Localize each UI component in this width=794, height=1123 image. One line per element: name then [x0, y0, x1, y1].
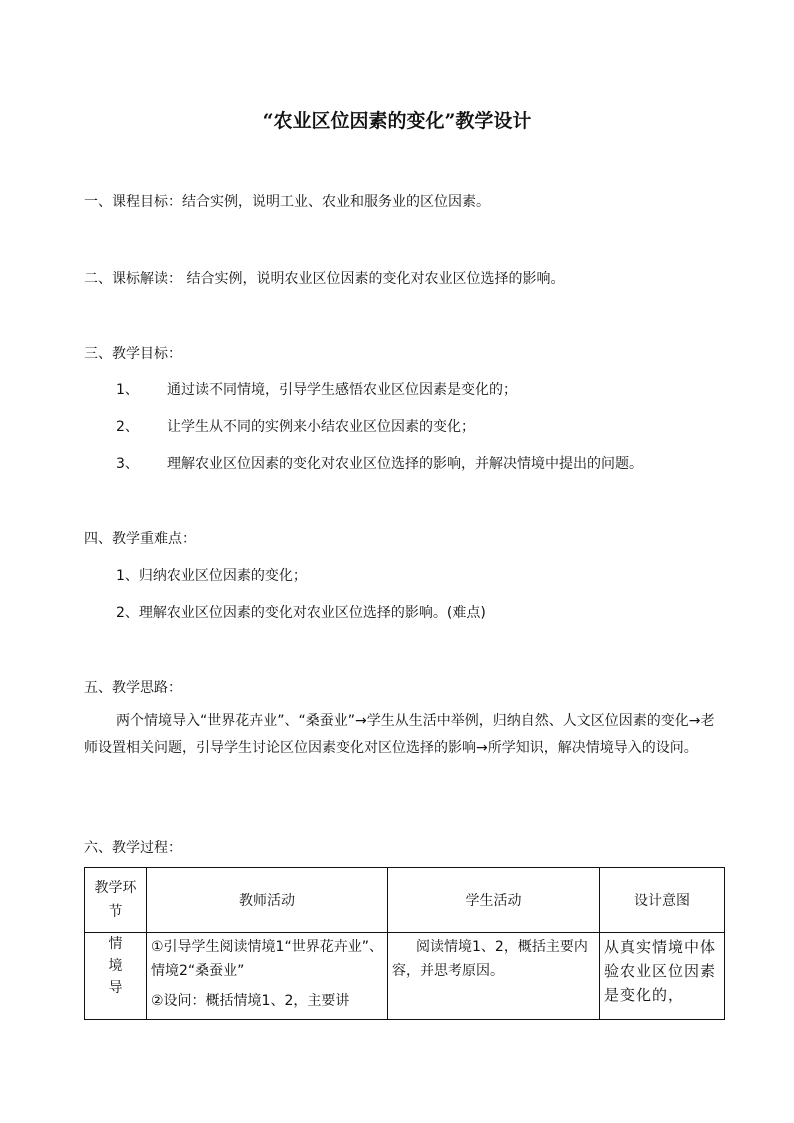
stage-char: 导 — [108, 980, 123, 996]
goal-text: 让学生从不同的实例来小结农业区位因素的变化； — [167, 419, 475, 435]
section-teaching-process: 六、教学过程： — [84, 840, 182, 856]
teaching-idea-paragraph: 两个情境导入“世界花卉业”、“桑蚕业”→学生从生活中举例，归纳自然、人文区位因素的变化→老师设置相关问题，引导学生讨论区位因素变化对区位选择的影响→所学知识，解决情境导入的设问。 — [84, 713, 715, 756]
student-activity-cell — [388, 933, 600, 1020]
goal-number: 2、 — [116, 419, 139, 435]
goal-text: 通过读不同情境，引导学生感悟农业区位因素是变化的； — [167, 382, 517, 398]
goal-number: 1、 — [116, 382, 139, 398]
stage-char: 情 — [108, 936, 123, 952]
section-key-points: 四、教学重难点： — [84, 531, 196, 547]
goal-number: 3、 — [116, 456, 139, 472]
header-teacher: 教师活动 — [147, 868, 388, 933]
header-intent: 设计意图 — [600, 868, 725, 933]
key-point-item: 2、理解农业区位因素的变化对农业区位选择的影响。(难点) — [116, 605, 486, 621]
key-point-item: 1、归纳农业区位因素的变化； — [116, 568, 307, 584]
teacher-activity-1: ①引导学生阅读情境1“世界花卉业”、情境2“桑蚕业” — [151, 939, 383, 979]
design-intent: 从真实情境中体验农业区位因素是变化的， — [604, 938, 717, 1004]
stage-char: 境 — [108, 958, 123, 974]
table-header-row — [85, 868, 725, 933]
section-teaching-goals: 三、教学目标： — [84, 346, 182, 362]
goal-text: 理解农业区位因素的变化对农业区位选择的影响，并解决情境中提出的问题。 — [167, 456, 643, 472]
teacher-activity-2: ②设问：概括情境1、2，主要讲 — [151, 993, 350, 1009]
section-teaching-idea: 五、教学思路： — [84, 680, 182, 696]
table-row — [85, 933, 725, 1020]
teacher-activity-cell — [147, 933, 388, 1020]
section-course-goal: 一、课程目标：结合实例，说明工业、农业和服务业的区位因素。 — [84, 194, 490, 210]
header-stage: 教学环节 — [85, 868, 147, 933]
teaching-process-table — [84, 867, 725, 1020]
section-standard-reading: 二、课标解读： 结合实例，说明农业区位因素的变化对农业区位选择的影响。 — [84, 271, 565, 287]
student-activity: 阅读情境1、2，概括主要内容，并思考原因。 — [392, 939, 588, 979]
page-title: “农业区位因素的变化”教学设计 — [262, 110, 532, 132]
stage-cell — [85, 933, 147, 1020]
header-student: 学生活动 — [388, 868, 600, 933]
intent-cell — [600, 933, 725, 1020]
